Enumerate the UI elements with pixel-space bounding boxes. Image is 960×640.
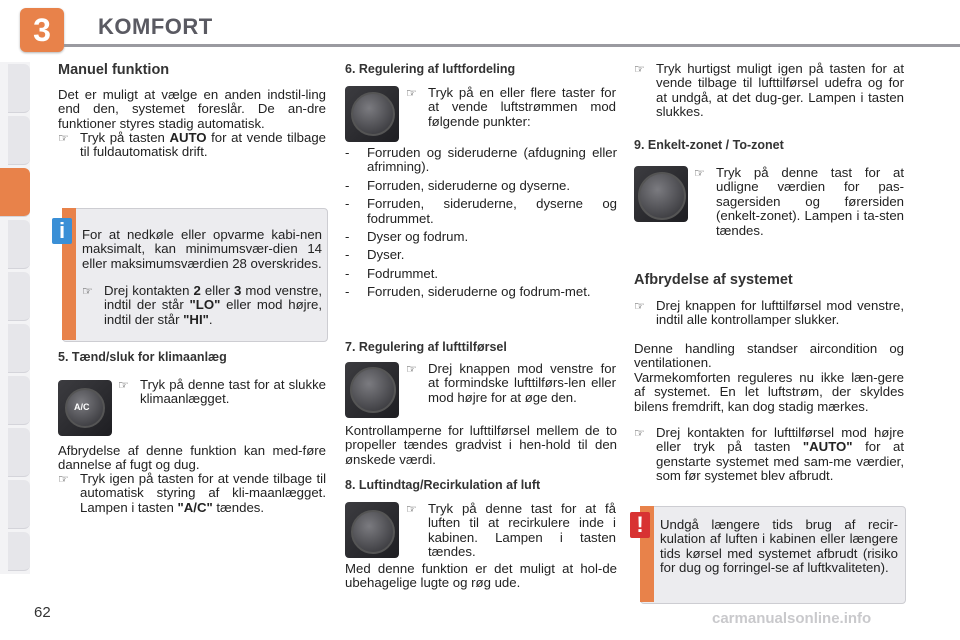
- manual-intro: Det er muligt at vælge en anden indstil-ling end den, systemet foreslår. De an-dre funktioner styres stadig automatisk.: [58, 87, 326, 131]
- chapter-number: 3: [20, 8, 64, 52]
- ac-restore-bullet: ☞ Tryk igen på tasten for at vende tilbage til automatisk styring af kli-maanlægget. Lampen i tasten "A/C" tændes.: [58, 471, 326, 515]
- chapter-tab-7[interactable]: [8, 376, 30, 425]
- header-rule: [64, 44, 960, 47]
- list-item: - Forruden og sideruderne (afdugning eller afrimning).: [345, 145, 617, 175]
- off-paragraph-1: Denne handling standser aircondition og ventilationen.: [634, 341, 904, 371]
- list-item: - Forruden, sideruderne og dyserne.: [345, 177, 571, 193]
- outside-air-bullet: ☞ Tryk hurtigst muligt igen på tasten for at vende tilbage til lufttilførsel udefra og for at undgå, at det dug-ger. Lampen i tasten slukkes.: [634, 61, 904, 120]
- fan-speed-image: [345, 362, 399, 418]
- fan-paragraph: Kontrollamperne for lufttilførsel mellem de to propeller tændes gradvist i hen-hold til den ønskede værdi.: [345, 423, 617, 467]
- section-title-off: Afbrydelse af systemet: [634, 272, 793, 288]
- recirculation-bullet: ☞ Tryk på denne tast for at få luften til at recirkulere inde i kabinen. Lampen i tasten tændes.: [406, 501, 616, 560]
- mono-dual-zone-image: [634, 166, 688, 222]
- page-number: 62: [34, 604, 51, 621]
- pointing-hand-icon: ☞: [634, 426, 645, 440]
- ac-bullet: ☞ Tryk på denne tast for at slukke klimaanlægget.: [118, 377, 326, 407]
- page-title: KOMFORT: [98, 14, 213, 39]
- section-title-5: 5. Tænd/sluk for klimaanlæg: [58, 350, 227, 364]
- distribution-bullet: ☞ Tryk på en eller flere taster for at vende luftstrømmen mod følgende punkter:: [406, 85, 616, 129]
- section-title-manual: Manuel funktion: [58, 62, 170, 78]
- ac-button-image: [58, 380, 112, 436]
- chapter-tab-5[interactable]: [8, 272, 30, 321]
- fan-bullet: ☞ Drej knappen mod venstre for at formindske lufttilførs-len eller mod højre for at øge den.: [406, 361, 616, 405]
- auto-bullet: ☞ Tryk på tasten AUTO for at vende tilbage til fuldautomatisk drift.: [58, 130, 326, 160]
- info-text: For at nedkøle eller opvarme kabi-nen maksimalt, kan minimumsvær-dien 14 eller maksimumsværdien 28 overskrides.: [82, 227, 322, 271]
- list-item: - Dyser.: [345, 247, 405, 263]
- info-bullet: ☞ Drej kontakten 2 eller 3 mod venstre, indtil der står "LO" eller mod højre, indtil der står "HI".: [82, 283, 322, 327]
- chapter-tab-4[interactable]: [8, 220, 30, 269]
- watermark: carmanualsonline.info: [712, 610, 872, 627]
- info-icon: i: [52, 218, 72, 244]
- zone-bullet: ☞ Tryk på denne tast for at udligne værdien for pas-sagersiden og førersiden (enkelt-zonet). Lampen i ta-sten tændes.: [694, 165, 904, 238]
- section-title-6: 6. Regulering af luftfordeling: [345, 62, 516, 76]
- list-item: - Dyser og fodrum.: [345, 229, 469, 245]
- chapter-tab-9[interactable]: [8, 480, 30, 529]
- pointing-hand-icon: ☞: [58, 472, 69, 486]
- pointing-hand-icon: ☞: [82, 284, 93, 298]
- air-distribution-image: [345, 86, 399, 142]
- section-title-9: 9. Enkelt-zonet / To-zonet: [634, 138, 784, 152]
- pointing-hand-icon: ☞: [406, 362, 417, 376]
- off-bullet: ☞ Drej knappen for lufttilførsel mod venstre, indtil alle kontrollamper slukker.: [634, 298, 904, 328]
- pointing-hand-icon: ☞: [118, 378, 129, 392]
- recirculation-image: [345, 502, 399, 558]
- pointing-hand-icon: ☞: [406, 502, 417, 516]
- chapter-tab-1[interactable]: [8, 64, 30, 113]
- chapter-tab-10[interactable]: [8, 532, 30, 571]
- ac-paragraph: Afbrydelse af denne funktion kan med-føre dannelse af fugt og dug.: [58, 443, 326, 473]
- pointing-hand-icon: ☞: [634, 299, 645, 313]
- chapter-tab-3-active[interactable]: [0, 168, 30, 217]
- restart-bullet: ☞ Drej kontakten for lufttilførsel mod højre eller tryk på tasten "AUTO" for at genstarte systemet med sam-me værdier, som før systemet blev afbrudt.: [634, 425, 904, 484]
- recirculation-paragraph: Med denne funktion er det muligt at hol-de ubehagelige lugte og røg ude.: [345, 561, 617, 591]
- section-title-8: 8. Luftindtag/Recirkulation af luft: [345, 478, 541, 492]
- pointing-hand-icon: ☞: [406, 86, 417, 100]
- pointing-hand-icon: ☞: [694, 166, 705, 180]
- warning-text: Undgå længere tids brug af recir-kulation af luften i kabinen eller længere tids kørsel med systemet afbrudt (risiko for dug og forringel-se af luftkvaliteten).: [660, 517, 898, 576]
- warning-icon: !: [630, 512, 650, 538]
- chapter-tab-6[interactable]: [8, 324, 30, 373]
- pointing-hand-icon: ☞: [58, 131, 69, 145]
- pointing-hand-icon: ☞: [634, 62, 645, 76]
- list-item: - Forruden, sideruderne og fodrum-met.: [345, 284, 591, 300]
- distribution-list: [345, 146, 617, 300]
- off-paragraph-2: Varmekomforten reguleres nu ikke læn-gere af systemet. En let luftstrøm, der skyldes bilens fremdrift, kan dog stadig mærkes.: [634, 370, 904, 414]
- list-item: - Forruden, sideruderne, dyserne og fodrummet.: [345, 196, 617, 226]
- list-item: - Fodrummet.: [345, 265, 439, 281]
- chapter-tab-2[interactable]: [8, 116, 30, 165]
- section-title-7: 7. Regulering af lufttilførsel: [345, 340, 507, 354]
- chapter-tab-8[interactable]: [8, 428, 30, 477]
- ac-label: A/C: [74, 402, 90, 412]
